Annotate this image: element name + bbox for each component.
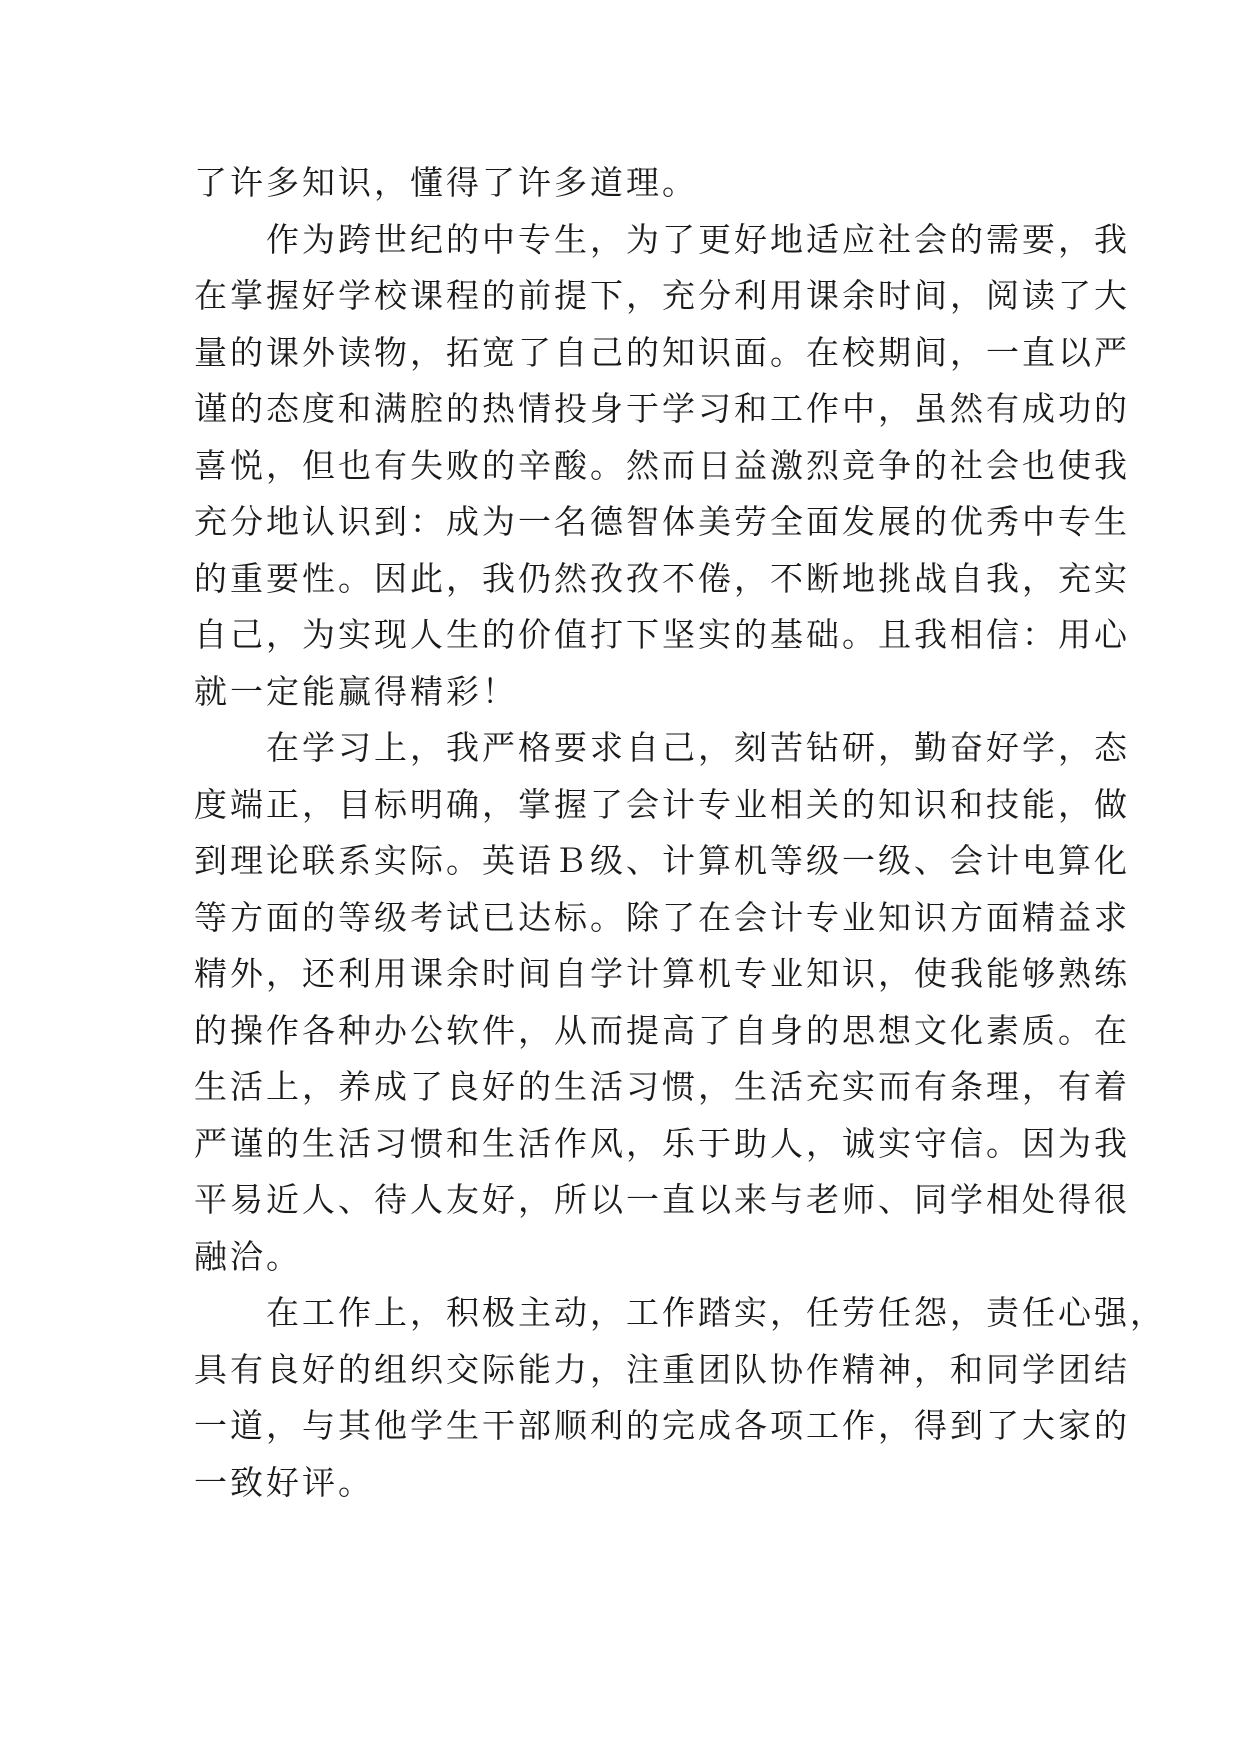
text-line: 具有良好的组织交际能力，注重团队协作精神，和同学团结 [194, 1349, 1130, 1389]
text-line: 平易近人、待人友好，所以一直以来与老师、同学相处得很 [194, 1180, 1130, 1219]
text-line: 充分地认识到：成为一名德智体美劳全面发展的优秀中专生 [194, 502, 1130, 541]
document-body [194, 155, 1166, 1511]
text-line: 一致好评。 [194, 1462, 374, 1502]
text-line: 一道，与其他学生干部顺利的完成各项工作，得到了大家的 [194, 1406, 1130, 1445]
text-line: 喜悦，但也有失败的辛酸。然而日益激烈竞争的社会也使我 [194, 445, 1130, 485]
text-line: 的操作各种办公软件，从而提高了自身的思想文化素质。在 [194, 1010, 1130, 1050]
text-line: 到理论联系实际。英语Ｂ级、计算机等级一级、会计电算化 [194, 841, 1130, 880]
text-line: 就一定能赢得精彩！ [194, 671, 518, 711]
text-line: 在掌握好学校课程的前提下，充分利用课余时间，阅读了大 [194, 276, 1130, 315]
text-line: 了许多知识，懂得了许多道理。 [194, 163, 698, 202]
text-line: 量的课外读物，拓宽了自己的知识面。在校期间，一直以严 [194, 332, 1130, 372]
text-line: 在工作上，积极主动，工作踏实，任劳任怨，责任心强， [194, 1293, 1166, 1332]
text-line: 度端正，目标明确，掌握了会计专业相关的知识和技能，做 [194, 784, 1130, 824]
text-line: 谨的态度和满腔的热情投身于学习和工作中，虽然有成功的 [194, 389, 1130, 428]
text-line: 融洽。 [194, 1236, 302, 1276]
text-line: 在学习上，我严格要求自己，刻苦钻研，勤奋好学，态 [194, 728, 1130, 767]
text-line: 等方面的等级考试已达标。除了在会计专业知识方面精益求 [194, 897, 1130, 937]
text-line: 的重要性。因此，我仍然孜孜不倦，不断地挑战自我，充实 [194, 558, 1130, 598]
text-line: 精外，还利用课余时间自学计算机专业知识，使我能够熟练 [194, 954, 1130, 993]
text-line: 自己，为实现人生的价值打下坚实的基础。且我相信：用心 [194, 615, 1130, 654]
text-line: 严谨的生活习惯和生活作风，乐于助人，诚实守信。因为我 [194, 1123, 1130, 1163]
text-line: 作为跨世纪的中专生，为了更好地适应社会的需要，我 [194, 219, 1130, 259]
text-line: 生活上，养成了良好的生活习惯，生活充实而有条理，有着 [194, 1067, 1130, 1106]
